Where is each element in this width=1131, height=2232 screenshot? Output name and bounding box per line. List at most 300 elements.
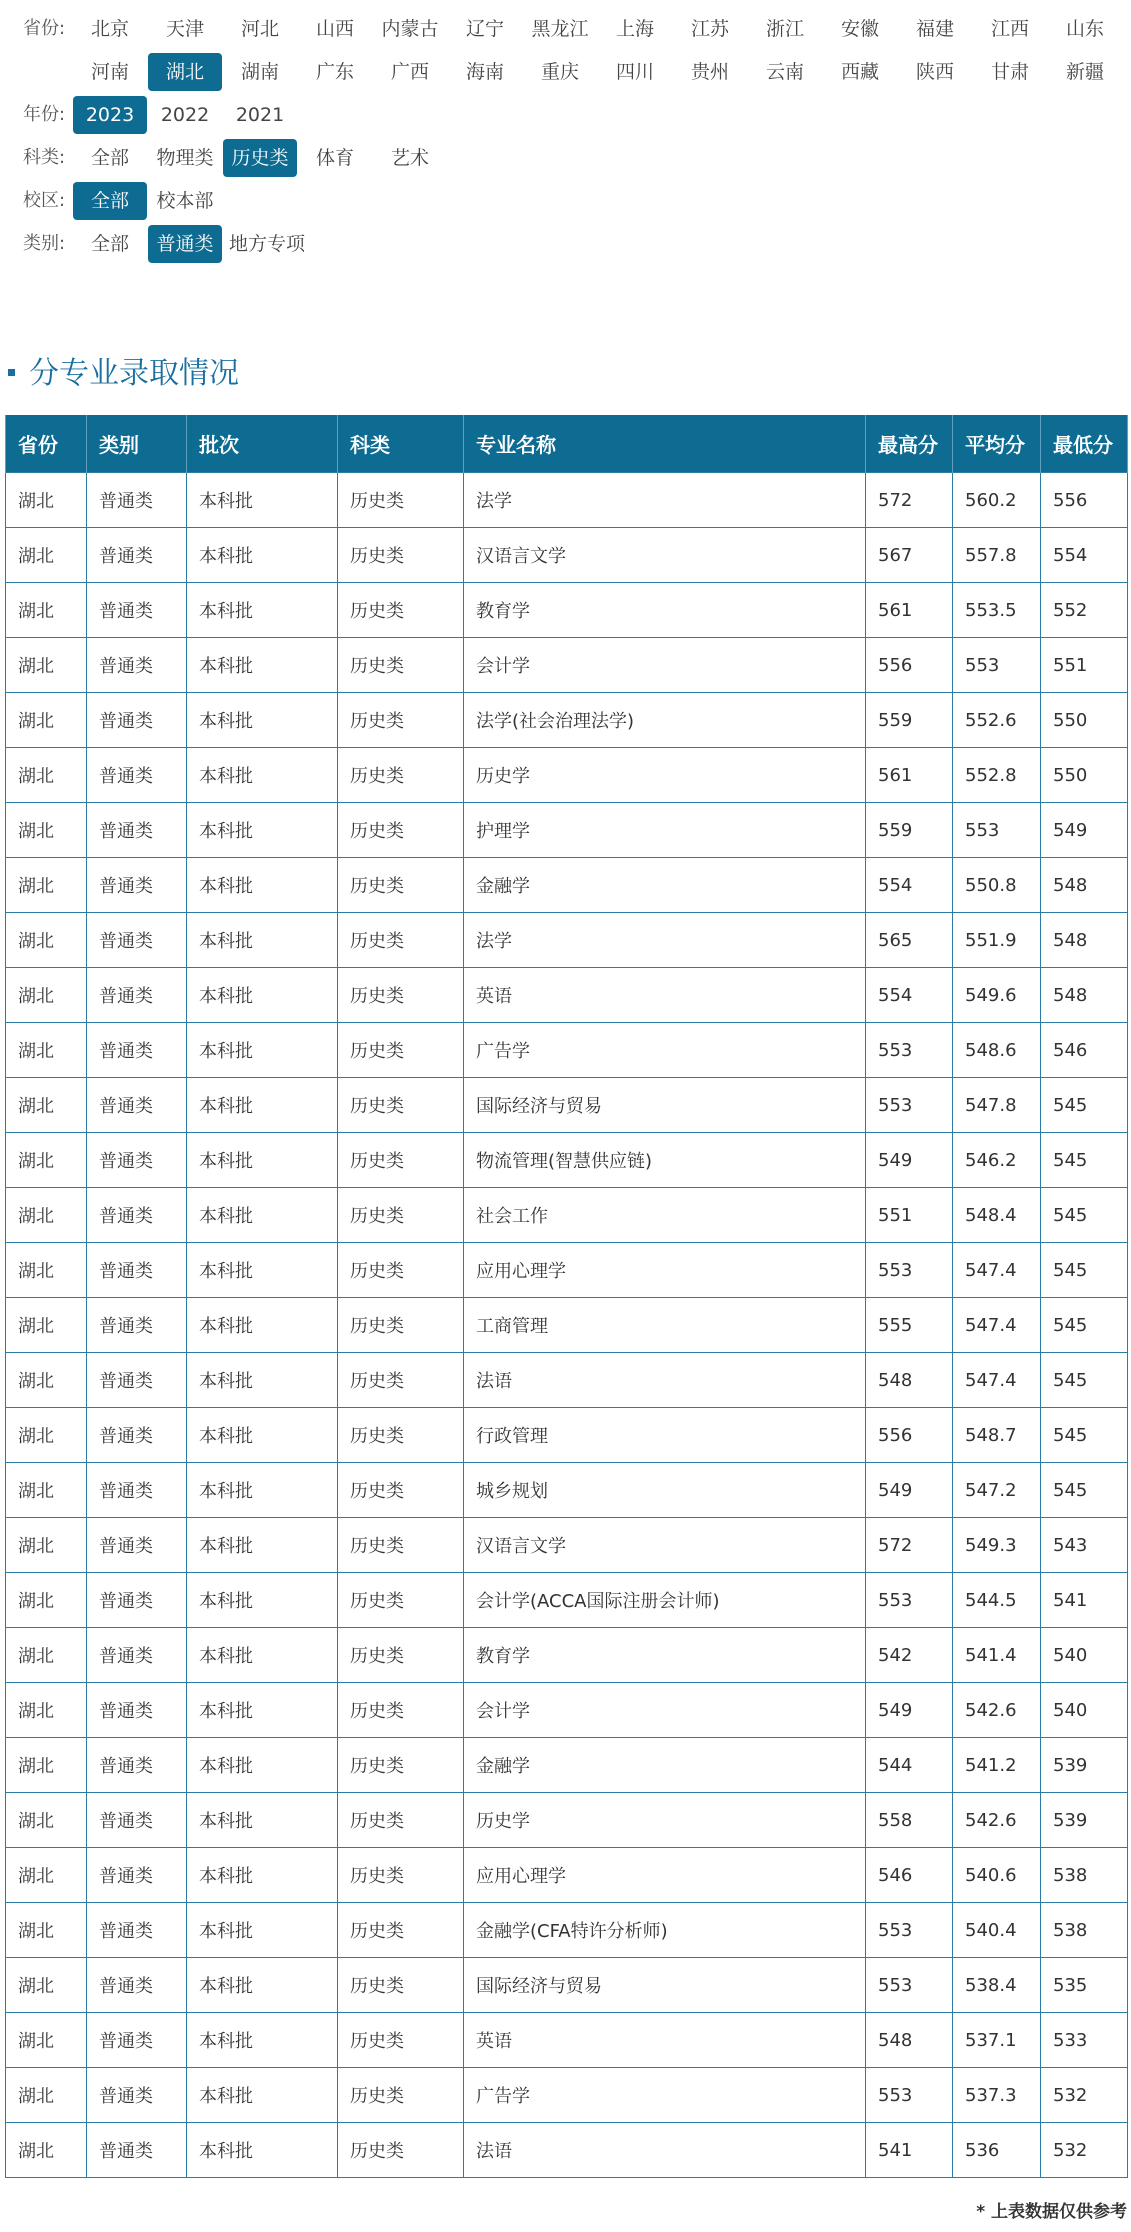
table-row [6, 638, 1128, 693]
cell-max-score: 553 [866, 1903, 953, 1958]
year-option[interactable]: 2021 [235, 104, 285, 126]
cell-category: 普通类 [87, 1573, 187, 1628]
province-option[interactable]: 贵州 [690, 61, 729, 83]
campus-filter-label: 校区: [23, 190, 66, 211]
cell-min-score: 535 [1041, 1958, 1128, 2013]
province-option[interactable]: 新疆 [1065, 61, 1104, 83]
table-header-row [6, 415, 1128, 473]
cell-max-score: 549 [866, 1463, 953, 1518]
table-row [6, 1903, 1128, 1958]
province-option[interactable]: 黑龙江 [531, 18, 589, 40]
cell-min-score: 550 [1041, 748, 1128, 803]
subject-option[interactable]: 艺术 [390, 147, 429, 169]
cell-batch: 本科批 [187, 1353, 338, 1408]
cell-province: 湖北 [6, 1353, 87, 1408]
table-row [6, 858, 1128, 913]
cell-max-score: 555 [866, 1298, 953, 1353]
category-option[interactable]: 全部 [90, 233, 129, 255]
cell-subject: 历史类 [338, 473, 464, 528]
header-avg-score: 平均分 [953, 415, 1041, 473]
cell-province: 湖北 [6, 1628, 87, 1683]
cell-category: 普通类 [87, 638, 187, 693]
cell-avg-score: 542.6 [953, 1793, 1041, 1848]
cell-avg-score: 557.8 [953, 528, 1041, 583]
cell-avg-score: 547.4 [953, 1298, 1041, 1353]
province-option[interactable]: 浙江 [765, 18, 804, 40]
table-row [6, 473, 1128, 528]
table-row [6, 968, 1128, 1023]
cell-avg-score: 542.6 [953, 1683, 1041, 1738]
cell-avg-score: 552.6 [953, 693, 1041, 748]
cell-province: 湖北 [6, 1463, 87, 1518]
table-row [6, 1408, 1128, 1463]
table-row [6, 528, 1128, 583]
cell-max-score: 553 [866, 1958, 953, 2013]
province-option[interactable]: 河南 [90, 61, 129, 83]
cell-major: 英语 [464, 2013, 866, 2068]
cell-major: 历史学 [464, 748, 866, 803]
cell-max-score: 541 [866, 2123, 953, 2178]
cell-max-score: 549 [866, 1133, 953, 1188]
table-row [6, 1683, 1128, 1738]
cell-min-score: 550 [1041, 693, 1128, 748]
cell-min-score: 545 [1041, 1298, 1128, 1353]
subject-option[interactable]: 物理类 [156, 147, 214, 169]
cell-major: 法学(社会治理法学) [464, 693, 866, 748]
cell-province: 湖北 [6, 2013, 87, 2068]
table-row [6, 803, 1128, 858]
cell-batch: 本科批 [187, 1243, 338, 1298]
cell-max-score: 572 [866, 473, 953, 528]
cell-max-score: 567 [866, 528, 953, 583]
cell-province: 湖北 [6, 1518, 87, 1573]
cell-subject: 历史类 [338, 1353, 464, 1408]
cell-max-score: 553 [866, 1243, 953, 1298]
cell-subject: 历史类 [338, 968, 464, 1023]
cell-subject: 历史类 [338, 2068, 464, 2123]
cell-category: 普通类 [87, 473, 187, 528]
cell-avg-score: 549.6 [953, 968, 1041, 1023]
cell-avg-score: 537.1 [953, 2013, 1041, 2068]
cell-category: 普通类 [87, 803, 187, 858]
cell-batch: 本科批 [187, 1738, 338, 1793]
category-option-selected[interactable]: 普通类 [148, 225, 222, 263]
category-filter-label: 类别: [23, 233, 66, 254]
cell-subject: 历史类 [338, 1078, 464, 1133]
cell-batch: 本科批 [187, 1463, 338, 1518]
province-option[interactable]: 山东 [1065, 18, 1104, 40]
cell-avg-score: 544.5 [953, 1573, 1041, 1628]
cell-province: 湖北 [6, 583, 87, 638]
cell-major: 金融学 [464, 858, 866, 913]
cell-min-score: 545 [1041, 1133, 1128, 1188]
cell-avg-score: 540.4 [953, 1903, 1041, 1958]
cell-subject: 历史类 [338, 1408, 464, 1463]
table-row [6, 1628, 1128, 1683]
province-option[interactable]: 江苏 [690, 18, 729, 40]
cell-category: 普通类 [87, 1408, 187, 1463]
cell-avg-score: 538.4 [953, 1958, 1041, 2013]
cell-major: 应用心理学 [464, 1243, 866, 1298]
cell-min-score: 538 [1041, 1903, 1128, 1958]
province-option[interactable]: 云南 [765, 61, 804, 83]
campus-option[interactable]: 校本部 [156, 190, 214, 212]
cell-min-score: 533 [1041, 2013, 1128, 2068]
cell-province: 湖北 [6, 528, 87, 583]
cell-max-score: 553 [866, 1023, 953, 1078]
cell-min-score: 545 [1041, 1463, 1128, 1518]
cell-category: 普通类 [87, 748, 187, 803]
cell-avg-score: 560.2 [953, 473, 1041, 528]
cell-province: 湖北 [6, 968, 87, 1023]
cell-major: 物流管理(智慧供应链) [464, 1133, 866, 1188]
cell-subject: 历史类 [338, 858, 464, 913]
cell-min-score: 545 [1041, 1078, 1128, 1133]
cell-batch: 本科批 [187, 473, 338, 528]
year-option-selected[interactable]: 2023 [73, 96, 147, 134]
table-row [6, 583, 1128, 638]
cell-province: 湖北 [6, 1298, 87, 1353]
table-row [6, 1023, 1128, 1078]
cell-province: 湖北 [6, 1793, 87, 1848]
cell-max-score: 553 [866, 2068, 953, 2123]
cell-subject: 历史类 [338, 2013, 464, 2068]
cell-max-score: 553 [866, 1573, 953, 1628]
cell-province: 湖北 [6, 1243, 87, 1298]
cell-category: 普通类 [87, 1353, 187, 1408]
cell-major: 广告学 [464, 1023, 866, 1078]
bullet-icon [8, 369, 15, 376]
cell-province: 湖北 [6, 858, 87, 913]
cell-avg-score: 553 [953, 803, 1041, 858]
cell-avg-score: 547.2 [953, 1463, 1041, 1518]
cell-subject: 历史类 [338, 913, 464, 968]
cell-batch: 本科批 [187, 1573, 338, 1628]
cell-max-score: 561 [866, 583, 953, 638]
province-option[interactable]: 广东 [315, 61, 354, 83]
admission-scores-table [5, 415, 1128, 2178]
province-option[interactable]: 广西 [390, 61, 429, 83]
cell-province: 湖北 [6, 1573, 87, 1628]
table-row [6, 1188, 1128, 1243]
cell-subject: 历史类 [338, 1023, 464, 1078]
cell-province: 湖北 [6, 473, 87, 528]
cell-province: 湖北 [6, 1408, 87, 1463]
cell-province: 湖北 [6, 1023, 87, 1078]
cell-min-score: 545 [1041, 1188, 1128, 1243]
province-option[interactable]: 上海 [615, 18, 654, 40]
table-row [6, 1958, 1128, 2013]
campus-option-selected[interactable]: 全部 [73, 182, 147, 220]
cell-category: 普通类 [87, 968, 187, 1023]
cell-subject: 历史类 [338, 1298, 464, 1353]
cell-min-score: 554 [1041, 528, 1128, 583]
cell-province: 湖北 [6, 1738, 87, 1793]
cell-subject: 历史类 [338, 1848, 464, 1903]
cell-category: 普通类 [87, 2013, 187, 2068]
cell-min-score: 552 [1041, 583, 1128, 638]
cell-avg-score: 553 [953, 638, 1041, 693]
table-row [6, 1243, 1128, 1298]
cell-category: 普通类 [87, 1903, 187, 1958]
cell-province: 湖北 [6, 1133, 87, 1188]
cell-max-score: 558 [866, 1793, 953, 1848]
table-row [6, 1463, 1128, 1518]
cell-min-score: 548 [1041, 858, 1128, 913]
cell-province: 湖北 [6, 803, 87, 858]
cell-category: 普通类 [87, 1958, 187, 2013]
subject-option[interactable]: 全部 [90, 147, 129, 169]
cell-batch: 本科批 [187, 1958, 338, 2013]
cell-category: 普通类 [87, 1793, 187, 1848]
cell-avg-score: 541.2 [953, 1738, 1041, 1793]
cell-major: 法语 [464, 2123, 866, 2178]
cell-max-score: 565 [866, 913, 953, 968]
cell-min-score: 541 [1041, 1573, 1128, 1628]
cell-category: 普通类 [87, 1738, 187, 1793]
cell-max-score: 561 [866, 748, 953, 803]
year-option[interactable]: 2022 [160, 104, 210, 126]
cell-min-score: 551 [1041, 638, 1128, 693]
subject-filter-label: 科类: [23, 147, 66, 168]
province-option[interactable]: 西藏 [840, 61, 879, 83]
section-title: 分专业录取情况 [29, 356, 239, 391]
cell-batch: 本科批 [187, 803, 338, 858]
cell-province: 湖北 [6, 2123, 87, 2178]
cell-major: 英语 [464, 968, 866, 1023]
cell-batch: 本科批 [187, 913, 338, 968]
table-row [6, 1133, 1128, 1188]
province-option[interactable]: 河北 [240, 18, 279, 40]
cell-max-score: 554 [866, 858, 953, 913]
table-body [6, 473, 1128, 2178]
cell-avg-score: 548.7 [953, 1408, 1041, 1463]
cell-max-score: 544 [866, 1738, 953, 1793]
cell-province: 湖北 [6, 913, 87, 968]
category-option[interactable]: 地方专项 [228, 233, 305, 255]
cell-major: 法语 [464, 1353, 866, 1408]
header-category: 类别 [87, 415, 187, 473]
cell-category: 普通类 [87, 583, 187, 638]
cell-major: 工商管理 [464, 1298, 866, 1353]
cell-min-score: 540 [1041, 1628, 1128, 1683]
cell-subject: 历史类 [338, 1518, 464, 1573]
cell-province: 湖北 [6, 1903, 87, 1958]
cell-province: 湖北 [6, 748, 87, 803]
province-option[interactable]: 四川 [615, 61, 654, 83]
subject-option-selected[interactable]: 历史类 [223, 139, 297, 177]
cell-category: 普通类 [87, 1023, 187, 1078]
cell-avg-score: 536 [953, 2123, 1041, 2178]
cell-major: 金融学(CFA特许分析师) [464, 1903, 866, 1958]
table-row [6, 1793, 1128, 1848]
cell-major: 国际经济与贸易 [464, 1078, 866, 1133]
cell-batch: 本科批 [187, 1298, 338, 1353]
cell-category: 普通类 [87, 1298, 187, 1353]
cell-category: 普通类 [87, 528, 187, 583]
cell-major: 会计学 [464, 638, 866, 693]
header-subject: 科类 [338, 415, 464, 473]
cell-avg-score: 537.3 [953, 2068, 1041, 2123]
province-option[interactable]: 陕西 [915, 61, 954, 83]
cell-max-score: 559 [866, 693, 953, 748]
cell-batch: 本科批 [187, 748, 338, 803]
cell-major: 城乡规划 [464, 1463, 866, 1518]
province-option[interactable]: 辽宁 [465, 18, 504, 40]
cell-category: 普通类 [87, 1683, 187, 1738]
cell-category: 普通类 [87, 693, 187, 748]
cell-min-score: 540 [1041, 1683, 1128, 1738]
cell-subject: 历史类 [338, 1683, 464, 1738]
cell-subject: 历史类 [338, 1793, 464, 1848]
province-option[interactable]: 甘肃 [990, 61, 1029, 83]
cell-batch: 本科批 [187, 1078, 338, 1133]
cell-min-score: 556 [1041, 473, 1128, 528]
cell-batch: 本科批 [187, 1848, 338, 1903]
table-row [6, 2068, 1128, 2123]
cell-province: 湖北 [6, 1683, 87, 1738]
cell-max-score: 551 [866, 1188, 953, 1243]
cell-batch: 本科批 [187, 2013, 338, 2068]
cell-category: 普通类 [87, 1848, 187, 1903]
table-row [6, 1738, 1128, 1793]
header-province: 省份 [6, 415, 87, 473]
province-option[interactable]: 山西 [315, 18, 354, 40]
cell-avg-score: 551.9 [953, 913, 1041, 968]
province-option[interactable]: 北京 [90, 18, 129, 40]
cell-batch: 本科批 [187, 858, 338, 913]
cell-subject: 历史类 [338, 1243, 464, 1298]
cell-category: 普通类 [87, 913, 187, 968]
cell-batch: 本科批 [187, 1683, 338, 1738]
table-row [6, 2013, 1128, 2068]
cell-batch: 本科批 [187, 1023, 338, 1078]
cell-major: 社会工作 [464, 1188, 866, 1243]
cell-major: 汉语言文学 [464, 528, 866, 583]
cell-min-score: 539 [1041, 1738, 1128, 1793]
cell-avg-score: 552.8 [953, 748, 1041, 803]
cell-avg-score: 550.8 [953, 858, 1041, 913]
cell-min-score: 538 [1041, 1848, 1128, 1903]
province-option[interactable]: 海南 [465, 61, 504, 83]
cell-province: 湖北 [6, 693, 87, 748]
cell-province: 湖北 [6, 2068, 87, 2123]
cell-max-score: 572 [866, 1518, 953, 1573]
table-row [6, 1848, 1128, 1903]
cell-subject: 历史类 [338, 2123, 464, 2178]
cell-batch: 本科批 [187, 1188, 338, 1243]
cell-max-score: 553 [866, 1078, 953, 1133]
province-option[interactable]: 安徽 [840, 18, 879, 40]
cell-batch: 本科批 [187, 968, 338, 1023]
year-filter-label: 年份: [23, 104, 66, 125]
cell-subject: 历史类 [338, 803, 464, 858]
table-row [6, 2123, 1128, 2178]
cell-category: 普通类 [87, 858, 187, 913]
header-max-score: 最高分 [866, 415, 953, 473]
cell-avg-score: 548.4 [953, 1188, 1041, 1243]
disclaimer-note: * 上表数据仅供参考 [976, 2202, 1127, 2222]
cell-subject: 历史类 [338, 1133, 464, 1188]
cell-subject: 历史类 [338, 528, 464, 583]
header-batch: 批次 [187, 415, 338, 473]
cell-avg-score: 548.6 [953, 1023, 1041, 1078]
table-row [6, 1518, 1128, 1573]
cell-batch: 本科批 [187, 1793, 338, 1848]
table-row [6, 913, 1128, 968]
cell-province: 湖北 [6, 638, 87, 693]
cell-batch: 本科批 [187, 528, 338, 583]
cell-subject: 历史类 [338, 1188, 464, 1243]
cell-avg-score: 549.3 [953, 1518, 1041, 1573]
cell-category: 普通类 [87, 1078, 187, 1133]
table-row [6, 1078, 1128, 1133]
cell-category: 普通类 [87, 1518, 187, 1573]
table-row [6, 748, 1128, 803]
cell-avg-score: 540.6 [953, 1848, 1041, 1903]
cell-max-score: 556 [866, 638, 953, 693]
header-min-score: 最低分 [1041, 415, 1128, 473]
cell-max-score: 556 [866, 1408, 953, 1463]
cell-subject: 历史类 [338, 1628, 464, 1683]
cell-max-score: 559 [866, 803, 953, 858]
cell-subject: 历史类 [338, 1573, 464, 1628]
cell-min-score: 548 [1041, 968, 1128, 1023]
cell-category: 普通类 [87, 1463, 187, 1518]
cell-batch: 本科批 [187, 2123, 338, 2178]
cell-batch: 本科批 [187, 2068, 338, 2123]
cell-major: 金融学 [464, 1738, 866, 1793]
province-option[interactable]: 福建 [915, 18, 954, 40]
cell-min-score: 546 [1041, 1023, 1128, 1078]
cell-category: 普通类 [87, 1628, 187, 1683]
cell-avg-score: 553.5 [953, 583, 1041, 638]
cell-major: 教育学 [464, 1628, 866, 1683]
table-row [6, 693, 1128, 748]
cell-major: 护理学 [464, 803, 866, 858]
province-option-selected[interactable]: 湖北 [148, 53, 222, 91]
province-option[interactable]: 天津 [165, 18, 204, 40]
cell-major: 广告学 [464, 2068, 866, 2123]
cell-batch: 本科批 [187, 1518, 338, 1573]
cell-category: 普通类 [87, 1133, 187, 1188]
cell-min-score: 543 [1041, 1518, 1128, 1573]
province-option[interactable]: 江西 [990, 18, 1029, 40]
cell-province: 湖北 [6, 1848, 87, 1903]
cell-major: 应用心理学 [464, 1848, 866, 1903]
cell-min-score: 532 [1041, 2123, 1128, 2178]
province-option[interactable]: 湖南 [240, 61, 279, 83]
cell-avg-score: 546.2 [953, 1133, 1041, 1188]
cell-max-score: 549 [866, 1683, 953, 1738]
cell-max-score: 546 [866, 1848, 953, 1903]
cell-avg-score: 547.8 [953, 1078, 1041, 1133]
cell-subject: 历史类 [338, 638, 464, 693]
province-option[interactable]: 重庆 [540, 61, 579, 83]
cell-batch: 本科批 [187, 1133, 338, 1188]
cell-subject: 历史类 [338, 583, 464, 638]
header-major: 专业名称 [464, 415, 866, 473]
cell-subject: 历史类 [338, 1903, 464, 1958]
cell-subject: 历史类 [338, 1958, 464, 2013]
cell-min-score: 549 [1041, 803, 1128, 858]
province-option[interactable]: 内蒙古 [381, 18, 439, 40]
cell-subject: 历史类 [338, 1463, 464, 1518]
subject-option[interactable]: 体育 [315, 147, 354, 169]
cell-province: 湖北 [6, 1078, 87, 1133]
cell-major: 历史学 [464, 1793, 866, 1848]
cell-min-score: 548 [1041, 913, 1128, 968]
